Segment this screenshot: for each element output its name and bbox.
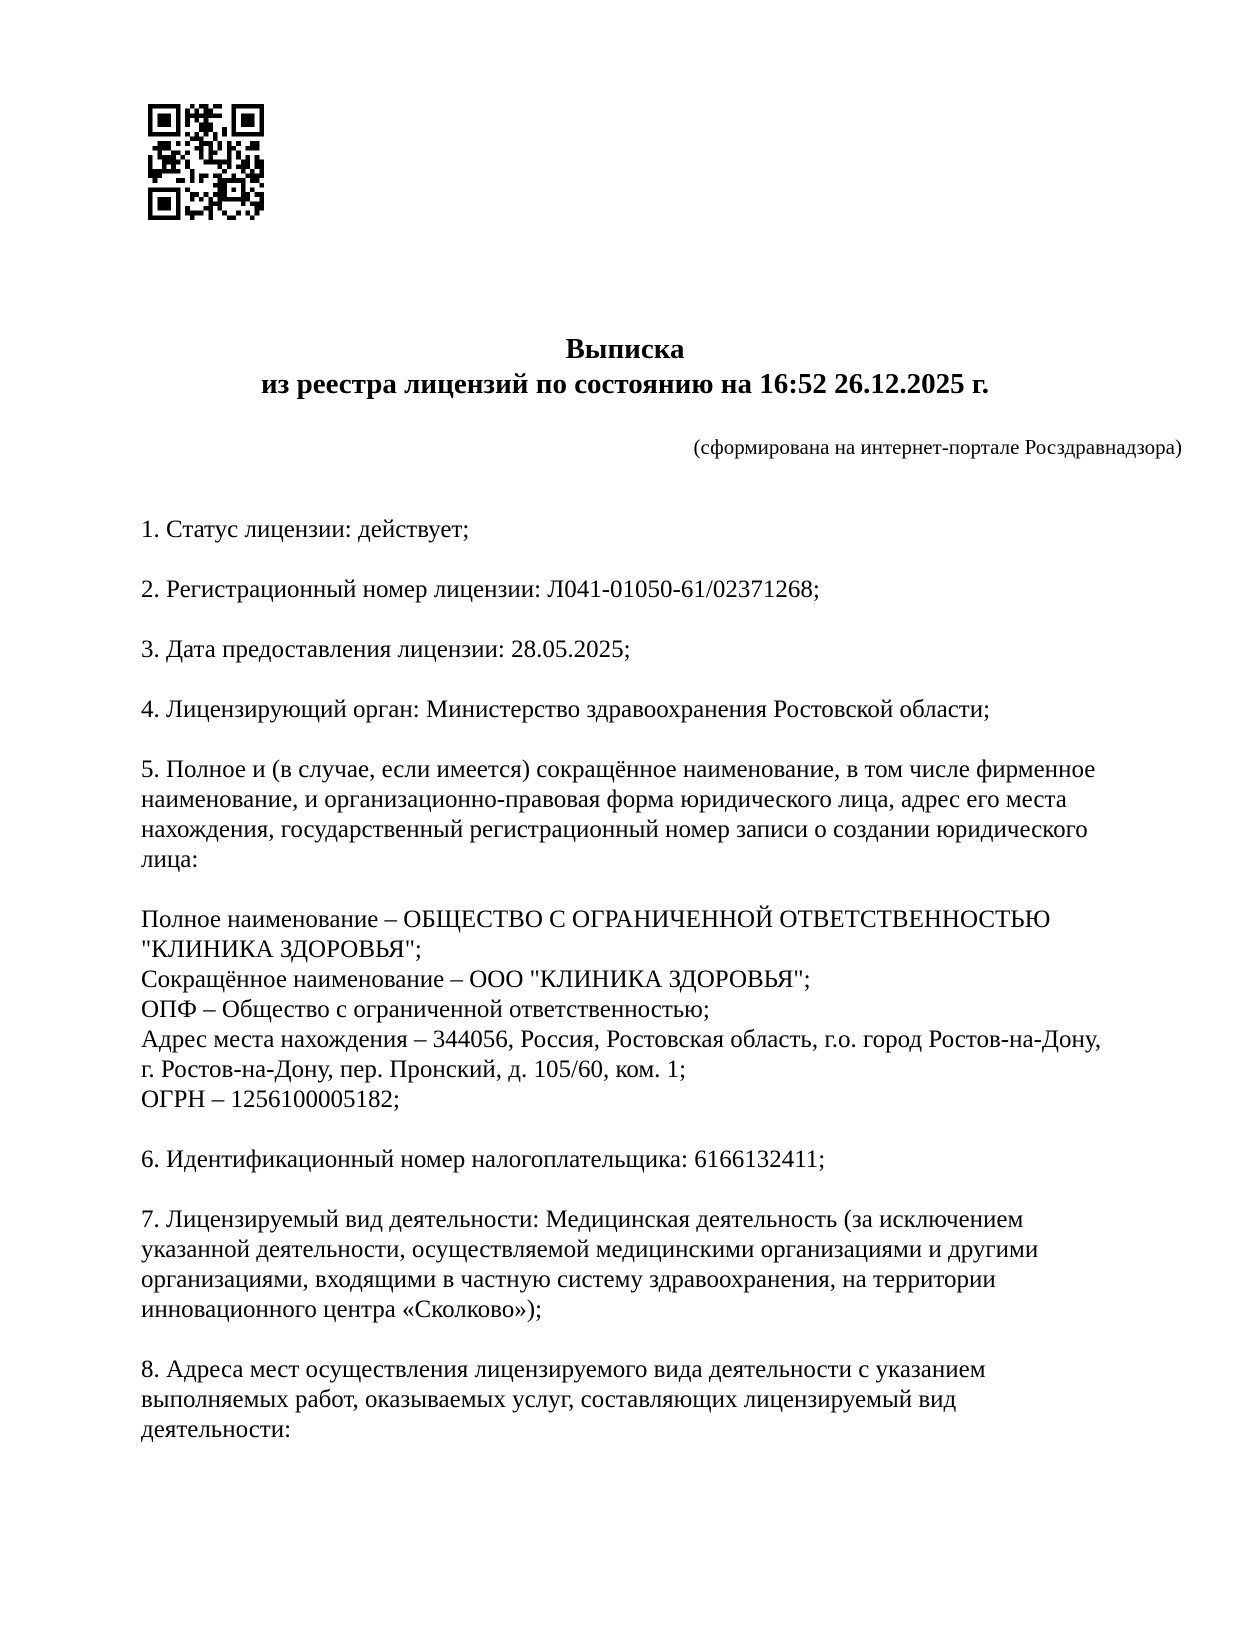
paragraph-registration-number: 2. Регистрационный номер лицензии: Л041-01050-61/02371268; bbox=[141, 576, 820, 603]
org-address: Адрес места нахождения – 344056, Россия, Ростовская область, г.о. город Ростов-на-Дону, г. Ростов-на-Дону, пер. Пронский, д. 105/60, ком. 1; bbox=[141, 1026, 1102, 1083]
qr-code bbox=[148, 104, 264, 220]
org-ogrn: ОГРН – 1256100005182; bbox=[141, 1086, 400, 1113]
paragraph-naming-intro: 5. Полное и (в случае, если имеется) сокращённое наименование, в том числе фирменное наименование, и организационно-правовая форма юридического лица, адрес его места нахождения, государственный регистрационный номер записи о создании юридического лица: bbox=[141, 756, 1096, 873]
paragraph-license-status: 1. Статус лицензии: действует; bbox=[141, 516, 470, 543]
paragraph-inn: 6. Идентификационный номер налогоплательщика: 6166132411; bbox=[141, 1146, 826, 1173]
org-full-name: Полное наименование – ОБЩЕСТВО С ОГРАНИЧЕННОЙ ОТВЕТСТВЕННОСТЬЮ "КЛИНИКА ЗДОРОВЬЯ"; bbox=[141, 906, 1051, 963]
org-legal-form: ОПФ – Общество с ограниченной ответственностью; bbox=[141, 996, 710, 1023]
document-title-line2: из реестра лицензий по состоянию на 16:52 26.12.2025 г. bbox=[260, 368, 990, 400]
document-title-line1: Выписка bbox=[565, 333, 685, 365]
paragraph-grant-date: 3. Дата предоставления лицензии: 28.05.2025; bbox=[141, 636, 631, 663]
document-body bbox=[141, 515, 1109, 1475]
org-short-name: Сокращённое наименование – ООО "КЛИНИКА ЗДОРОВЬЯ"; bbox=[141, 966, 811, 993]
paragraph-addresses-intro: 8. Адреса мест осуществления лицензируемого вида деятельности с указанием выполняемых работ, оказываемых услуг, составляющих лицензируемый вид деятельности: bbox=[141, 1356, 986, 1443]
document-subtitle: (сформирована на интернет-портале Росздравнадзора) bbox=[693, 435, 1182, 459]
organization-details bbox=[141, 905, 1109, 1115]
paragraph-licensed-activity: 7. Лицензируемый вид деятельности: Медицинская деятельность (за исключением указанной деятельности, осуществляемой медицинскими организациями и другими организациями, входящими в частную систему здравоохранения, на территории инновационного центра «Сколково»); bbox=[141, 1206, 1039, 1323]
document-title bbox=[141, 332, 1109, 402]
paragraph-licensing-authority: 4. Лицензирующий орган: Министерство здравоохранения Ростовской области; bbox=[141, 696, 991, 723]
